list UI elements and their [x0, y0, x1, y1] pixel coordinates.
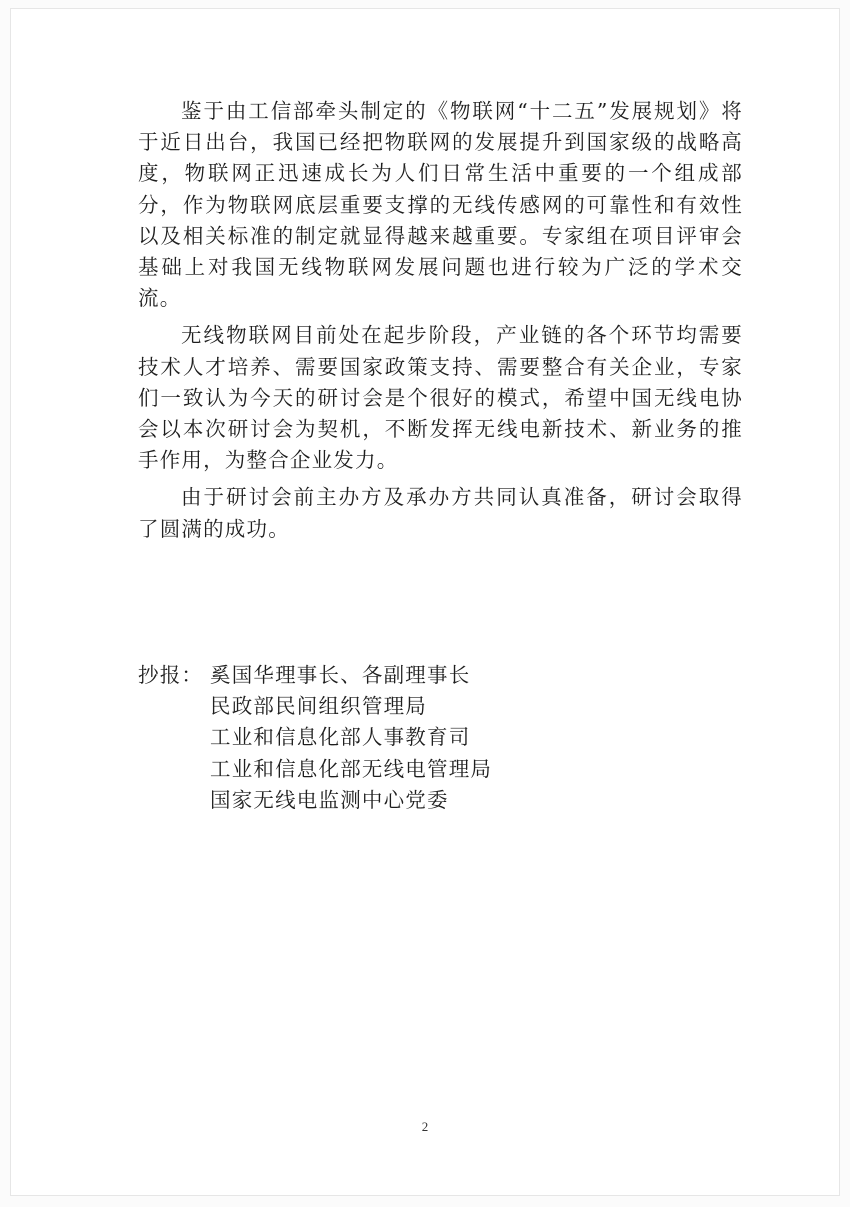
cc-recipient-list	[210, 660, 492, 816]
cc-recipients-block	[138, 660, 743, 816]
paragraph-iot-plan: 鉴于由工信部牵头制定的《物联网“十二五”发展规划》将于近日出台，我国已经把物联网的发展提升到国家级的战略高度，物联网正迅速成长为人们日常生活中重要的一个组成部分，作为物联网底层重要支撑的无线传感网的可靠性和有效性以及相关标准的制定就显得越来越重要。专家组在项目评审会基础上对我国无线物联网发展问题也进行较为广泛的学术交流。	[138, 99, 743, 311]
page-number: 2	[421, 1119, 429, 1134]
cc-recipient: 工业和信息化部无线电管理局	[210, 756, 493, 781]
cc-label: 抄报：	[138, 663, 204, 687]
cc-recipient: 民政部民间组织管理局	[210, 694, 427, 719]
cc-recipient: 奚国华理事长、各副理事长	[210, 663, 471, 687]
paragraph-conclusion: 由于研讨会前主办方及承办方共同认真准备，研讨会取得了圆满的成功。	[138, 485, 743, 541]
cc-recipient: 国家无线电监测中心党委	[210, 787, 449, 812]
cc-recipient: 工业和信息化部人事教育司	[210, 725, 471, 750]
document-body	[138, 96, 743, 545]
paragraph-wireless-iot-stage: 无线物联网目前处在起步阶段，产业链的各个环节均需要技术人才培养、需要国家政策支持、需要整合有关企业，专家们一致认为今天的研讨会是个很好的模式，希望中国无线电协会以本次研讨会为契机，不断发挥无线电新技术、新业务的推手作用，为整合企业发力。	[138, 323, 743, 473]
